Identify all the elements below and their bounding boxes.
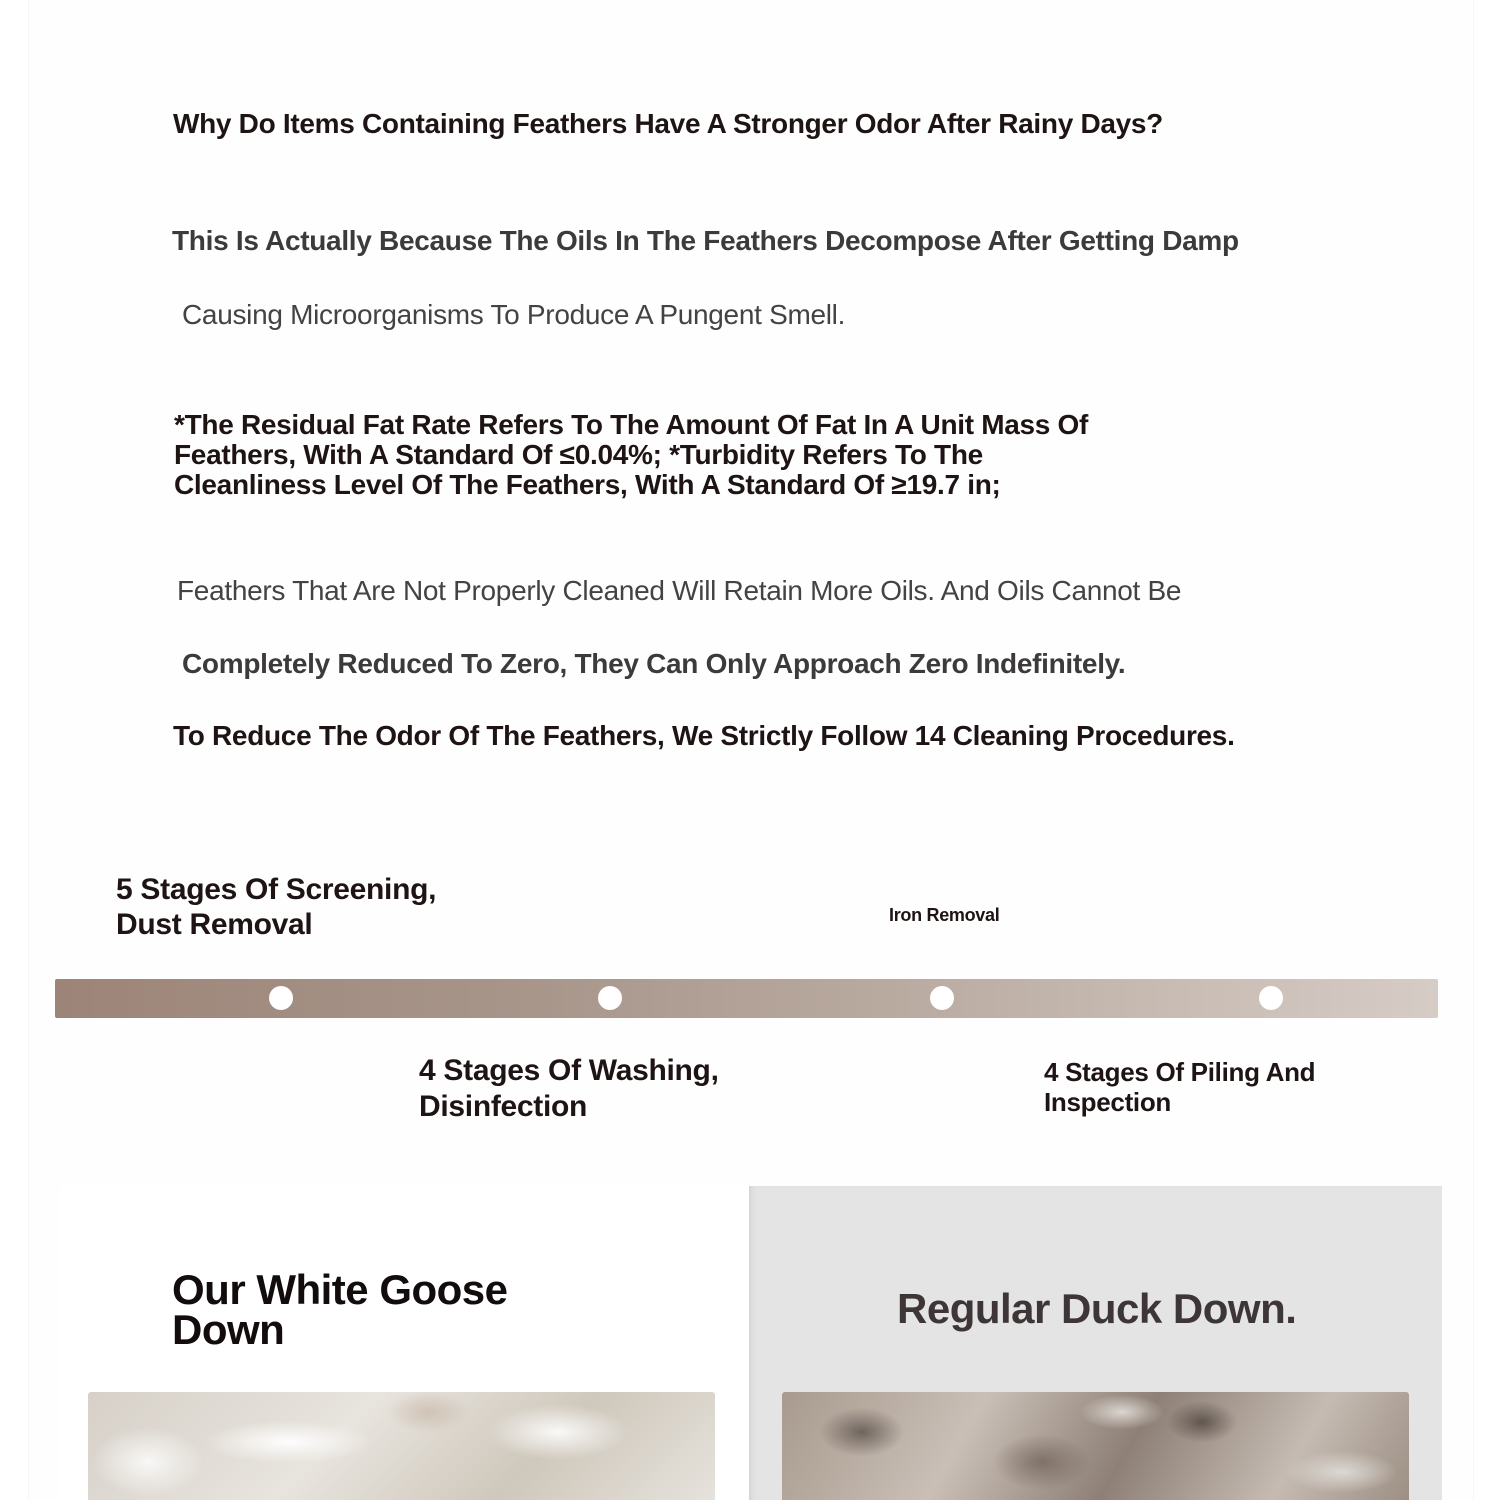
stage-piling-text: 4 Stages Of Piling And Inspection (1044, 1057, 1316, 1117)
gray-duck-feathers-photo (782, 1392, 1409, 1500)
timeline-dot-1 (269, 986, 293, 1010)
duck-down-title: Regular Duck Down. (897, 1285, 1297, 1332)
stage-screening-text: 5 Stages Of Screening, Dust Removal (116, 873, 437, 941)
stage-piling-label (1044, 1057, 1334, 1117)
explanation-line-2: Causing Microorganisms To Produce A Pungent Smell. (182, 299, 846, 330)
explanation-line-1: This Is Actually Because The Oils In The Feathers Decompose After Getting Damp (172, 225, 1239, 256)
procedures-statement: To Reduce The Odor Of The Feathers, We Strictly Follow 14 Cleaning Procedures. (173, 720, 1235, 751)
white-goose-feathers-photo (88, 1392, 715, 1500)
timeline-dot-3 (930, 986, 954, 1010)
oils-line-2: Completely Reduced To Zero, They Can Only Approach Zero Indefinitely. (182, 648, 1126, 679)
stage-washing-label (419, 1053, 739, 1125)
stage-iron-removal-label: Iron Removal (889, 905, 1000, 925)
process-timeline-bar (55, 979, 1438, 1018)
timeline-dot-2 (598, 986, 622, 1010)
timeline-dot-4 (1259, 986, 1283, 1010)
stage-washing-text: 4 Stages Of Washing, Disinfection (419, 1054, 719, 1123)
standards-note: *The Residual Fat Rate Refers To The Amount Of Fat In A Unit Mass Of Feathers, With A Standard Of ≤0.04%; *Turbidity Refers To The Cleanliness Level Of The Feathers, With A Standard Of ≥19.7 in; (174, 409, 1089, 500)
goose-down-title-text: Our White Goose Down (172, 1266, 508, 1353)
oils-line-1: Feathers That Are Not Properly Cleaned Will Retain More Oils. And Oils Cannot Be (177, 575, 1182, 606)
question-heading: Why Do Items Containing Feathers Have A Stronger Odor After Rainy Days? (173, 108, 1163, 139)
goose-down-title (172, 1266, 552, 1353)
stage-screening-label (116, 872, 456, 942)
